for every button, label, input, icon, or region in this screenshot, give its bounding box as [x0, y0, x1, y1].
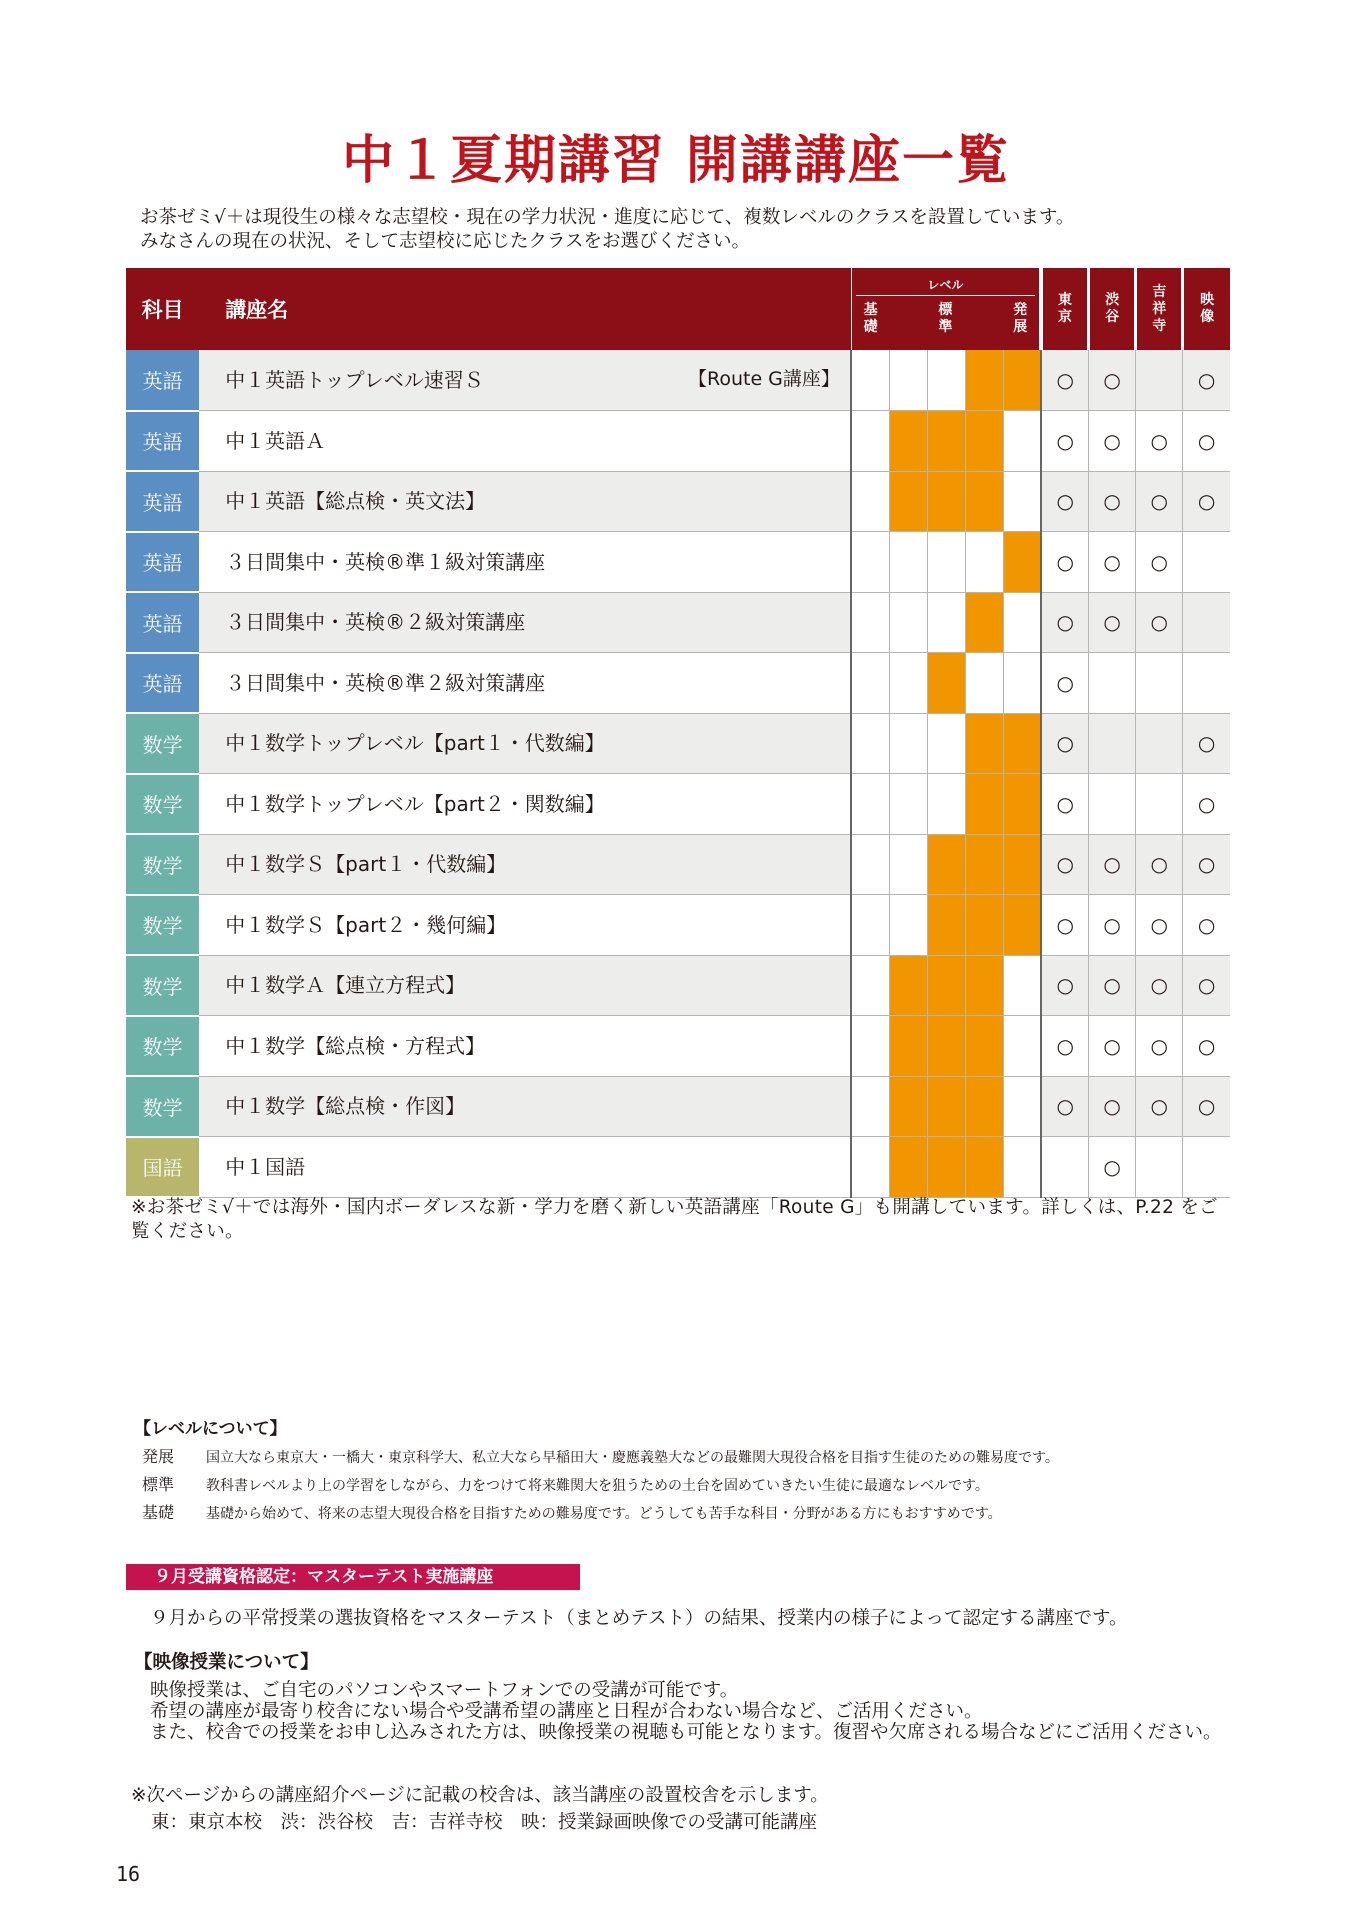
school-availability	[1089, 774, 1136, 835]
course-name	[199, 713, 851, 774]
level-cell	[889, 592, 927, 653]
level-cell	[851, 653, 889, 714]
level-cell-on	[889, 955, 927, 1016]
subject-badge: 数学	[126, 713, 199, 774]
course-name	[199, 350, 851, 411]
level-key: 発展	[142, 1447, 175, 1466]
school-availability	[1089, 713, 1136, 774]
school-availability	[1183, 532, 1230, 593]
level-cell	[851, 1076, 889, 1137]
level-cell-on	[1003, 532, 1041, 593]
level-desc: 国立大なら東京大・一橋大・東京科学大、私立大なら早稲田大・慶應義塾大などの最難関大現役合格を目指す生徒のための難易度です。	[206, 1450, 1059, 1466]
level-cell	[927, 592, 965, 653]
school-availability: ○	[1089, 955, 1136, 1016]
school-availability: ○	[1089, 895, 1136, 956]
table-row	[126, 1137, 1230, 1198]
level-cell	[1003, 411, 1041, 472]
course-name	[199, 592, 851, 653]
school-availability	[1183, 1137, 1230, 1198]
school-availability: ○	[1183, 1016, 1230, 1077]
course-name	[199, 411, 851, 472]
level-cell	[889, 532, 927, 593]
header-school-video: 映 像	[1183, 268, 1230, 350]
level-cell	[851, 471, 889, 532]
level-desc: 教科書レベルより上の学習をしながら、力をつけて将来難関大を狙うための土台を固めていきたい生徒に最適なレベルです。	[206, 1478, 989, 1494]
school-availability	[1136, 713, 1183, 774]
school-availability: ○	[1041, 834, 1088, 895]
course-label: 中１数学Ａ【連立方程式】	[225, 973, 466, 998]
level-cell-on	[927, 471, 965, 532]
subject-badge: 国語	[126, 1137, 199, 1198]
level-cell-on	[927, 1016, 965, 1077]
header-level-advanced: 発 展	[1013, 302, 1028, 335]
level-cell-on	[965, 895, 1003, 956]
course-label: 中１英語Ａ	[225, 428, 326, 453]
school-availability: ○	[1089, 350, 1136, 411]
header-level-standard: 標 準	[938, 302, 953, 335]
school-availability: ○	[1041, 774, 1088, 835]
level-cell-on	[889, 471, 927, 532]
subject-badge: 英語	[126, 592, 199, 653]
course-tag: 【Route G講座】	[687, 368, 840, 390]
school-availability: ○	[1136, 895, 1183, 956]
table-row	[126, 774, 1230, 835]
level-cell-on	[965, 955, 1003, 1016]
table-row	[126, 713, 1230, 774]
school-availability: ○	[1136, 532, 1183, 593]
page-title: 中１夏期講習 開講講座一覧	[341, 131, 1011, 191]
level-cell-on	[965, 471, 1003, 532]
subject-badge: 英語	[126, 653, 199, 714]
school-availability: ○	[1041, 350, 1088, 411]
school-availability: ○	[1136, 955, 1183, 1016]
level-cell	[927, 350, 965, 411]
table-row	[126, 834, 1230, 895]
subject-badge: 英語	[126, 350, 199, 411]
level-cell	[889, 834, 927, 895]
school-availability: ○	[1089, 1016, 1136, 1077]
school-legend-line: 東：東京本校 渋：渋谷校 吉：吉祥寺校 映：授業録画映像での受講可能講座	[151, 1812, 818, 1833]
table-row	[126, 471, 1230, 532]
school-availability: ○	[1183, 713, 1230, 774]
master-test-desc: ９月からの平常授業の選抜資格をマスターテスト（まとめテスト）の結果、授業内の様子によって認定する講座です。	[150, 1608, 1128, 1629]
level-cell	[965, 653, 1003, 714]
school-availability: ○	[1089, 411, 1136, 472]
divider	[856, 295, 1035, 296]
video-section-title: 【映像授業について】	[134, 1652, 319, 1673]
table-row	[126, 955, 1230, 1016]
header-course: 講座名	[225, 298, 289, 322]
school-availability: ○	[1136, 411, 1183, 472]
level-cell-on	[927, 895, 965, 956]
level-cell-on	[927, 1137, 965, 1198]
school-availability: ○	[1041, 532, 1088, 593]
level-cell-on	[927, 834, 965, 895]
subject-badge: 英語	[126, 411, 199, 472]
route-g-note: ※お茶ゼミ√＋では海外・国内ボーダレスな新・学力を磨く新しい英語講座「Route G」も開講しています。詳しくは、P.22 をご覧ください。	[131, 1197, 1218, 1242]
level-cell-on	[889, 1016, 927, 1077]
table-row	[126, 350, 1230, 411]
school-availability	[1041, 1137, 1088, 1198]
course-name	[199, 895, 851, 956]
school-availability	[1136, 350, 1183, 411]
level-key: 基礎	[142, 1503, 175, 1522]
level-cell-on	[889, 411, 927, 472]
header-school-tokyo: 東 京	[1041, 268, 1088, 350]
course-name	[199, 471, 851, 532]
school-availability: ○	[1183, 1076, 1230, 1137]
school-availability: ○	[1183, 350, 1230, 411]
level-cell	[927, 713, 965, 774]
header-level	[851, 268, 1042, 350]
course-label: 中１数学【総点検・方程式】	[225, 1033, 486, 1058]
school-availability	[1136, 1137, 1183, 1198]
level-item	[142, 1500, 1002, 1523]
level-cell-on	[1003, 834, 1041, 895]
level-cell	[889, 713, 927, 774]
level-cell-on	[1003, 713, 1041, 774]
level-cell	[851, 350, 889, 411]
school-availability: ○	[1136, 592, 1183, 653]
school-availability	[1183, 592, 1230, 653]
level-cell-on	[1003, 895, 1041, 956]
course-name	[199, 1016, 851, 1077]
course-label: ３日間集中・英検®２級対策講座	[225, 610, 526, 635]
level-cell	[1003, 1137, 1041, 1198]
subject-badge: 数学	[126, 1016, 199, 1077]
course-label: 中１数学【総点検・作図】	[225, 1094, 466, 1119]
school-availability: ○	[1183, 471, 1230, 532]
level-cell	[889, 895, 927, 956]
course-label: 中１国語	[225, 1154, 306, 1179]
course-label: ３日間集中・英検®準１級対策講座	[225, 549, 546, 574]
school-availability: ○	[1136, 1076, 1183, 1137]
level-cell-on	[927, 653, 965, 714]
level-cell-on	[889, 1076, 927, 1137]
subject-badge: 数学	[126, 834, 199, 895]
school-availability: ○	[1041, 955, 1088, 1016]
level-cell-on	[965, 592, 1003, 653]
school-legend	[131, 1782, 829, 1836]
course-name	[199, 653, 851, 714]
school-availability: ○	[1183, 774, 1230, 835]
level-cell-on	[965, 834, 1003, 895]
school-availability: ○	[1136, 1016, 1183, 1077]
level-cell	[927, 532, 965, 593]
header-school-kichijoji: 吉 祥 寺	[1136, 268, 1183, 350]
level-cell	[851, 1137, 889, 1198]
table-row	[126, 1076, 1230, 1137]
level-cell-on	[1003, 774, 1041, 835]
level-cell-on	[965, 713, 1003, 774]
video-section-body	[150, 1680, 1230, 1743]
level-cell	[1003, 1076, 1041, 1137]
table-row	[126, 895, 1230, 956]
level-cell	[851, 592, 889, 653]
level-cell	[889, 653, 927, 714]
course-name	[199, 955, 851, 1016]
level-cell-on	[927, 1076, 965, 1137]
school-availability: ○	[1089, 471, 1136, 532]
video-line: 希望の講座が最寄り校舎にない場合や受講希望の講座と日程が合わない場合など、ご活用ください。	[150, 1701, 983, 1722]
header-level-title: レベル	[927, 278, 964, 292]
course-label: 中１数学トップレベル【part２・関数編】	[225, 791, 605, 816]
level-cell	[851, 955, 889, 1016]
school-availability: ○	[1089, 1137, 1136, 1198]
school-availability: ○	[1136, 834, 1183, 895]
intro-line: お茶ゼミ√＋は現役生の様々な志望校・現在の学力状況・進度に応じて、複数レベルのクラスを設置しています。	[140, 207, 1075, 228]
level-cell-on	[927, 955, 965, 1016]
school-availability: ○	[1089, 834, 1136, 895]
table-header	[126, 268, 1230, 350]
school-availability	[1136, 774, 1183, 835]
table-row	[126, 653, 1230, 714]
course-label: 中１数学Ｓ【part２・幾何編】	[225, 912, 507, 937]
header-level-spacer	[889, 302, 926, 336]
intro-line: みなさんの現在の状況、そして志望校に応じたクラスをお選びください。	[140, 231, 750, 252]
level-cell	[1003, 1016, 1041, 1077]
level-cell	[851, 1016, 889, 1077]
course-label: 中１数学Ｓ【part１・代数編】	[225, 852, 507, 877]
course-label: 中１英語【総点検・英文法】	[225, 489, 486, 514]
school-availability: ○	[1041, 1076, 1088, 1137]
level-cell	[889, 350, 927, 411]
course-name	[199, 774, 851, 835]
school-availability: ○	[1089, 592, 1136, 653]
level-item	[142, 1472, 989, 1495]
table-row	[126, 1016, 1230, 1077]
level-cell-on	[965, 1137, 1003, 1198]
level-cell	[927, 774, 965, 835]
level-cell	[889, 774, 927, 835]
header-subject: 科目	[141, 298, 184, 322]
level-cell	[1003, 471, 1041, 532]
video-line: 映像授業は、ご自宅のパソコンやスマートフォンでの受講が可能です。	[150, 1680, 739, 1701]
course-name	[199, 834, 851, 895]
level-cell	[1003, 592, 1041, 653]
school-availability: ○	[1089, 1076, 1136, 1137]
level-cell-on	[965, 1076, 1003, 1137]
intro-text	[140, 206, 1074, 254]
level-section-title: 【レベルについて】	[134, 1419, 287, 1439]
school-availability	[1136, 653, 1183, 714]
subject-badge: 英語	[126, 471, 199, 532]
course-label: 中１英語トップレベル速習Ｓ	[225, 368, 484, 392]
video-line: また、校舎での授業をお申し込みされた方は、映像授業の視聴も可能となります。復習や欠席される場合などにご活用ください。	[150, 1722, 1222, 1743]
subject-badge: 数学	[126, 774, 199, 835]
level-cell	[1003, 955, 1041, 1016]
level-item	[142, 1444, 1059, 1467]
table-row	[126, 411, 1230, 472]
level-cell-on	[965, 350, 1003, 411]
school-availability: ○	[1041, 471, 1088, 532]
course-name	[199, 532, 851, 593]
school-availability: ○	[1183, 834, 1230, 895]
level-cell	[851, 532, 889, 593]
subject-badge: 数学	[126, 955, 199, 1016]
table-row	[126, 592, 1230, 653]
school-availability: ○	[1183, 411, 1230, 472]
school-availability: ○	[1089, 532, 1136, 593]
school-availability: ○	[1041, 592, 1088, 653]
school-availability: ○	[1183, 895, 1230, 956]
level-cell	[1003, 653, 1041, 714]
header-level-spacer	[964, 302, 1001, 336]
course-name	[199, 1076, 851, 1137]
table-row	[126, 532, 1230, 593]
course-label: 中１数学トップレベル【part１・代数編】	[225, 731, 605, 756]
school-availability	[1089, 653, 1136, 714]
level-cell-on	[1003, 350, 1041, 411]
level-cell-on	[965, 1016, 1003, 1077]
school-availability	[1183, 653, 1230, 714]
level-cell-on	[889, 1137, 927, 1198]
school-availability: ○	[1041, 895, 1088, 956]
page-number: 16	[116, 1862, 141, 1886]
level-cell	[851, 895, 889, 956]
level-cell	[965, 532, 1003, 593]
level-desc: 基礎から始めて、将来の志望大現役合格を目指すための難易度です。どうしても苦手な科目・分野がある方にもおすすめです。	[206, 1506, 1002, 1522]
level-cell	[851, 411, 889, 472]
school-availability: ○	[1136, 471, 1183, 532]
course-label: ３日間集中・英検®準２級対策講座	[225, 670, 546, 695]
school-availability: ○	[1183, 955, 1230, 1016]
school-availability: ○	[1041, 411, 1088, 472]
level-key: 標準	[142, 1475, 175, 1494]
level-cell-on	[965, 774, 1003, 835]
header-level-basic: 基 礎	[863, 302, 878, 335]
course-name	[199, 1137, 851, 1198]
school-availability: ○	[1041, 713, 1088, 774]
subject-badge: 英語	[126, 532, 199, 593]
level-cell	[851, 834, 889, 895]
level-cell	[851, 774, 889, 835]
school-availability: ○	[1041, 1016, 1088, 1077]
level-cell-on	[927, 411, 965, 472]
level-cell	[851, 713, 889, 774]
master-test-banner: ９月受講資格認定：マスターテスト実施講座	[126, 1564, 580, 1590]
subject-badge: 数学	[126, 1076, 199, 1137]
school-availability: ○	[1041, 653, 1088, 714]
header-school-shibuya: 渋 谷	[1089, 268, 1136, 350]
level-cell-on	[965, 411, 1003, 472]
subject-badge: 数学	[126, 895, 199, 956]
course-table	[126, 268, 1230, 1198]
school-legend-line: ※次ページからの講座紹介ページに記載の校舎は、該当講座の設置校舎を示します。	[131, 1785, 829, 1806]
